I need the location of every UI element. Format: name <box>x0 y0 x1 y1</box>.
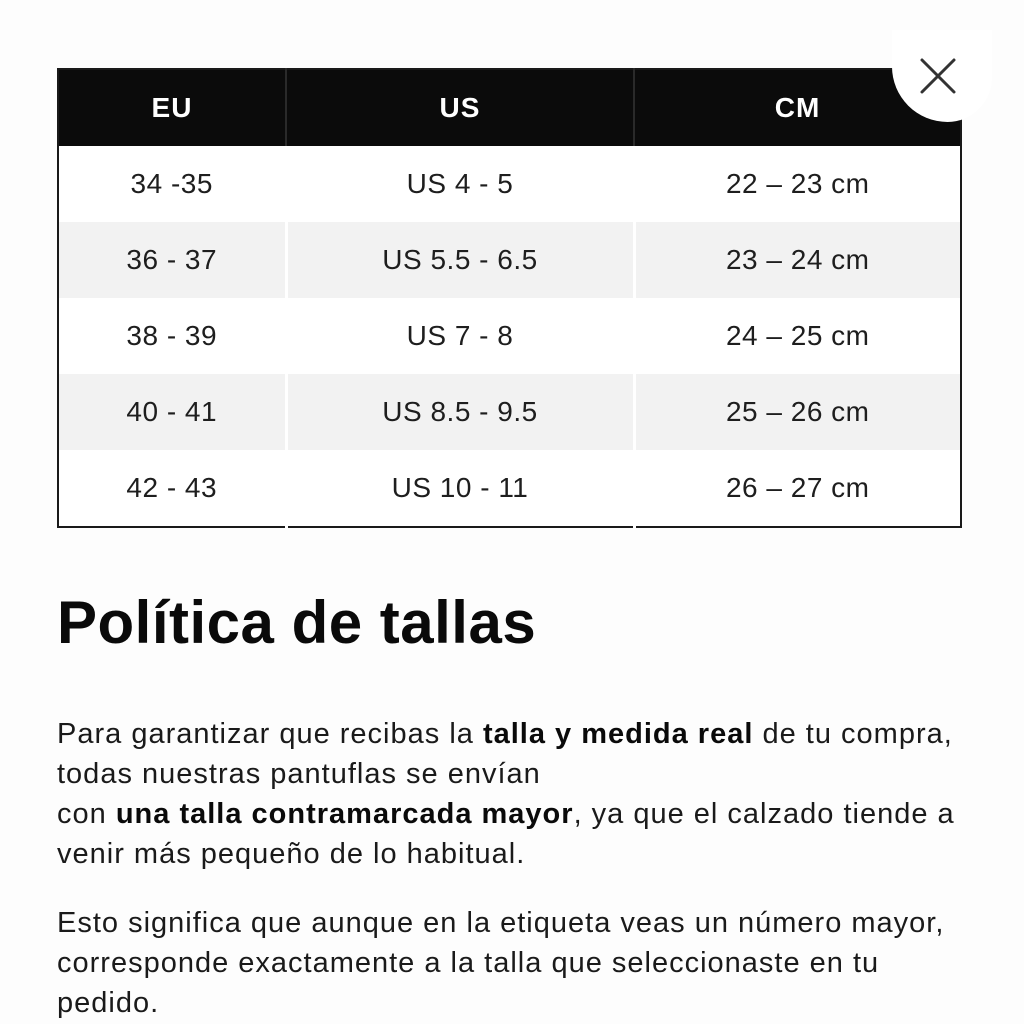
header-eu: EU <box>58 69 286 146</box>
header-us: US <box>286 69 634 146</box>
cell-cm: 26 – 27 cm <box>634 450 961 527</box>
table-row <box>58 374 961 450</box>
cell-eu: 42 - 43 <box>58 450 286 527</box>
cell-us: US 7 - 8 <box>286 298 634 374</box>
p1-text-3: con <box>57 798 116 830</box>
size-table <box>57 68 962 528</box>
table-header-row <box>58 69 961 146</box>
header-cm: CM <box>634 69 961 146</box>
cell-eu: 36 - 37 <box>58 222 286 298</box>
cell-cm: 25 – 26 cm <box>634 374 961 450</box>
p1-text-2: de tu compra, todas nuestras pantuflas se envían <box>57 718 953 790</box>
policy-paragraph-1 <box>57 714 987 874</box>
cell-cm: 22 – 23 cm <box>634 146 961 222</box>
cell-us: US 4 - 5 <box>286 146 634 222</box>
table-row <box>58 222 961 298</box>
table-row <box>58 450 961 527</box>
policy-paragraph-2: Esto significa que aunque en la etiqueta veas un número mayor, corresponde exactamente a la talla que seleccionaste en tu pedido. <box>57 907 945 1019</box>
cell-eu: 38 - 39 <box>58 298 286 374</box>
cell-eu: 40 - 41 <box>58 374 286 450</box>
close-icon[interactable] <box>918 56 958 96</box>
cell-cm: 23 – 24 cm <box>634 222 961 298</box>
policy-title: Política de tallas <box>57 589 537 656</box>
p1-text-4: , ya que el calzado tiende a venir más pequeño de lo habitual. <box>57 798 955 870</box>
table-row <box>58 298 961 374</box>
p1-text-1: Para garantizar que recibas la <box>57 718 483 750</box>
p1-bold-2: una talla contramarcada mayor <box>115 798 574 830</box>
p1-bold-1: talla y medida real <box>482 718 754 750</box>
cell-us: US 10 - 11 <box>286 450 634 527</box>
cell-us: US 5.5 - 6.5 <box>286 222 634 298</box>
table-row <box>58 146 961 222</box>
cell-cm: 24 – 25 cm <box>634 298 961 374</box>
cell-us: US 8.5 - 9.5 <box>286 374 634 450</box>
cell-eu: 34 -35 <box>58 146 286 222</box>
